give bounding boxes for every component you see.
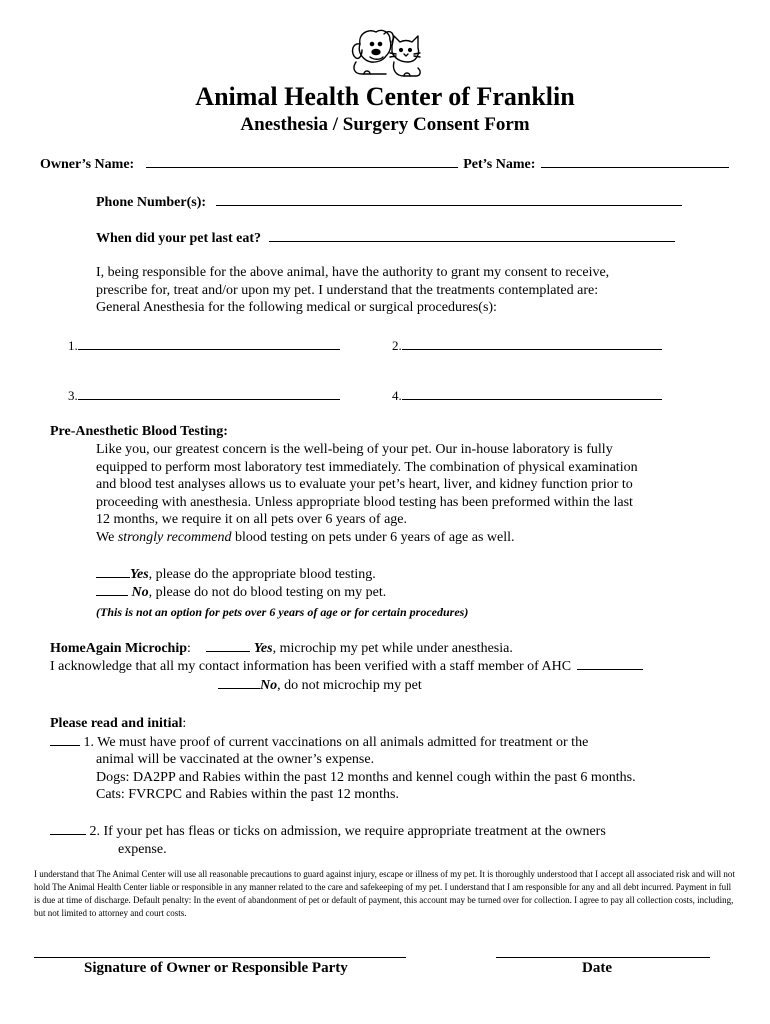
owner-name-field[interactable] xyxy=(146,167,458,168)
blood-no-text: , please do not do blood testing on my pet. xyxy=(148,585,387,600)
blood-no-word: No xyxy=(131,585,149,600)
initial-item-1-cont xyxy=(96,751,636,804)
owner-signature-label: Signature of Owner or Responsible Party xyxy=(84,960,348,976)
recommend-post: blood testing on pets under 6 years of age as well. xyxy=(231,529,515,545)
last-eat-label: When did your pet last eat? xyxy=(96,231,262,246)
microchip-yes-text: , microchip my pet while under anesthesia. xyxy=(272,641,513,656)
microchip-no-word: No xyxy=(260,678,278,693)
initial-item-2 xyxy=(50,823,606,841)
last-eat-field[interactable] xyxy=(269,241,675,242)
procedure-1[interactable] xyxy=(68,338,340,354)
procedure-1-field[interactable] xyxy=(78,349,340,350)
procedure-number: 2. xyxy=(392,338,402,353)
blood-testing-line: Like you, our greatest concern is the well-being of your pet. Our in-house laboratory is fully xyxy=(96,442,613,457)
dog-and-cat-logo-icon xyxy=(346,24,424,80)
initial-item-1-line: 1. We must have proof of current vaccinations on all animals admitted for treatment or the xyxy=(83,735,589,750)
consent-line: General Anesthesia for the following medical or surgical procedures(s): xyxy=(96,300,497,315)
owner-name-label: Owner’s Name: xyxy=(40,157,135,172)
pet-name-field[interactable] xyxy=(541,167,729,168)
microchip-yes-word: Yes xyxy=(253,641,273,656)
blood-no-initial-field[interactable] xyxy=(96,595,128,596)
blood-yes-word: Yes xyxy=(130,567,149,582)
blood-testing-line: proceeding with anesthesia. Unless appropriate blood testing has been preformed within the last xyxy=(96,494,633,510)
procedure-2[interactable] xyxy=(392,338,662,354)
initial-item-1-field[interactable] xyxy=(50,745,80,746)
phone-field[interactable] xyxy=(216,205,682,206)
procedure-number: 1. xyxy=(68,338,78,353)
consent-line: I, being responsible for the above animal, have the authority to grant my consent to receive, xyxy=(96,265,610,280)
initial-item-1-line: animal will be vaccinated at the owner’s expense. xyxy=(96,752,375,767)
date-label: Date xyxy=(582,960,612,976)
recommend-line xyxy=(96,529,638,547)
disclaimer-text: I understand that The Animal Center will use all reasonable precautions to guard against injury, escape or illness of my pet. It is thoroughly understood that I accept all associated risk and will not hold The Animal Health Center liable or responsible in any manner related to the care and safekeeping of my pet. I understand that I am responsible for any and all debt incurred. Payment in full is due at time of discharge. Default penalty: In the event of abandonment of pet or default of payment, this account may be turned over for collection. I agree to pay all collection costs, including, but not limited to attorney and court costs. xyxy=(34,869,735,918)
microchip-no-text: , do not microchip my pet xyxy=(277,678,422,693)
blood-testing-line: and blood test analyses allows us to evaluate your pet’s heart, liver, and kidney function prior to xyxy=(96,477,633,492)
blood-testing-line: 12 months, we require it on all pets over 6 years of age. xyxy=(96,512,408,527)
pet-name-label: Pet’s Name: xyxy=(463,157,536,172)
recommend-pre: We xyxy=(96,529,118,545)
blood-testing-line: equipped to perform most laboratory test immediately. The combination of physical examination xyxy=(96,459,638,475)
blood-yes-text: , please do the appropriate blood testing. xyxy=(148,567,376,582)
initials-heading: Please read and initial xyxy=(50,716,183,731)
recommend-emphasis: strongly recommend xyxy=(117,529,232,545)
initial-item-1-line: Dogs: DA2PP and Rabies within the past 12 months and kennel cough within the past 6 months. xyxy=(96,769,636,785)
procedure-3-field[interactable] xyxy=(78,399,340,400)
procedure-4-field[interactable] xyxy=(402,399,662,400)
initials-heading-row xyxy=(50,715,186,733)
initial-item-2-cont: expense. xyxy=(118,842,167,857)
procedure-2-field[interactable] xyxy=(402,349,662,350)
date-signature-line[interactable] xyxy=(496,957,710,958)
microchip-colon: : xyxy=(187,641,191,656)
initial-item-1 xyxy=(50,734,588,752)
owner-signature-line[interactable] xyxy=(34,957,406,958)
microchip-row xyxy=(50,640,513,658)
consent-paragraph xyxy=(96,264,609,317)
consent-line: prescribe for, treat and/or upon my pet. I understand that the treatments contemplated are: xyxy=(96,282,599,298)
initial-item-2-field[interactable] xyxy=(50,834,86,835)
phone-label: Phone Number(s): xyxy=(96,195,207,210)
blood-yes-initial-field[interactable] xyxy=(96,577,130,578)
blood-yes-option xyxy=(96,566,376,584)
initial-item-2-line: 2. If your pet has fleas or ticks on admission, we require appropriate treatment at the owners xyxy=(89,824,606,839)
org-title: Animal Health Center of Franklin xyxy=(195,82,575,111)
microchip-ack-text: I acknowledge that all my contact information has been verified with a staff member of AHC xyxy=(50,659,572,674)
form-title: Anesthesia / Surgery Consent Form xyxy=(240,114,530,135)
procedure-3[interactable] xyxy=(68,388,340,404)
microchip-no-option xyxy=(218,677,422,695)
procedure-number: 4. xyxy=(392,388,402,403)
microchip-ack-row xyxy=(50,658,643,676)
last-eat-row xyxy=(96,230,675,247)
procedure-4[interactable] xyxy=(392,388,662,404)
initial-item-1-line: Cats: FVRCPC and Rabies within the past 12 months. xyxy=(96,787,399,802)
initials-colon: : xyxy=(182,716,187,731)
microchip-heading: HomeAgain Microchip xyxy=(50,641,188,656)
microchip-no-initial-field[interactable] xyxy=(218,688,260,689)
blood-no-option xyxy=(96,584,386,602)
owner-name-row xyxy=(40,156,729,173)
blood-testing-heading: Pre-Anesthetic Blood Testing: xyxy=(50,424,228,439)
blood-testing-note: (This is not an option for pets over 6 years of age or for certain procedures) xyxy=(96,605,469,619)
phone-row xyxy=(96,194,682,211)
blood-testing-paragraph xyxy=(96,441,638,546)
microchip-yes-initial-field[interactable] xyxy=(206,651,250,652)
microchip-ack-initial-field[interactable] xyxy=(577,669,643,670)
procedure-number: 3. xyxy=(68,388,78,403)
